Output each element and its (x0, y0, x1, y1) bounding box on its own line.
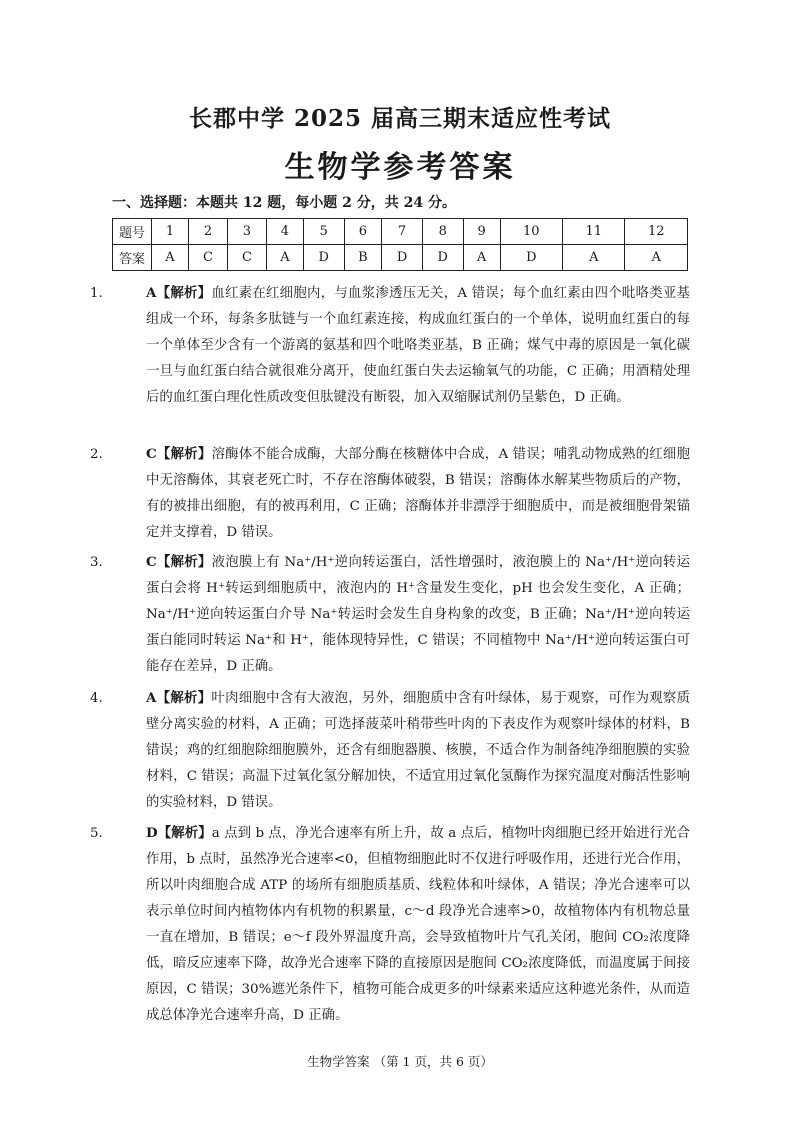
item-number: 2. (90, 447, 103, 462)
question-number: 11 (563, 219, 625, 245)
row-label-answer: 答案 (113, 245, 152, 271)
explanation-item (90, 685, 691, 816)
item-number: 5. (90, 826, 103, 841)
explanation-item (90, 820, 690, 1029)
explanation-item (90, 280, 690, 411)
answer-cell: B (344, 245, 382, 271)
question-number: 7 (382, 219, 423, 245)
page-footer: 生物学答案 （第 1 页，共 6 页） (307, 1054, 493, 1069)
question-number: 8 (422, 219, 463, 245)
question-number: 4 (266, 219, 303, 245)
question-number: 1 (152, 219, 189, 245)
answer-cell: D (382, 245, 423, 271)
answer-cell: C (188, 245, 227, 271)
question-number: 10 (500, 219, 562, 245)
answer-row (113, 245, 688, 271)
item-answer-label: A【解析】 (146, 690, 212, 706)
item-answer-label: D【解析】 (146, 825, 212, 841)
item-number: 3. (90, 555, 103, 570)
item-text: 血红素在红细胞内，与血浆渗透压无关，A 错误；每个血红素由四个吡咯类亚基组成一个环，每条多肽链与一个血红素连接，构成血红蛋白的一个单体，说明血红蛋白的每一个单体至少含有一个游离的氨基和四个吡咯类亚基，B 正确；煤气中毒的原因是一氧化碳一旦与血红蛋白结合就很难分离开，使血红蛋白失去运输氧气的功能，C 正确；用酒精处理后的血红蛋白理化性质改变但肽键没有断裂，加入双缩脲试剂仍呈紫色，D 正确。 (146, 286, 690, 405)
explanation-item (90, 549, 690, 680)
answer-cell: C (227, 245, 266, 271)
answer-cell: D (422, 245, 463, 271)
question-number: 9 (463, 219, 500, 245)
exam-title: 长郡中学 2025 届高三期末适应性考试 (188, 105, 612, 132)
section-heading: 一、选择题：本题共 12 题，每小题 2 分，共 24 分。 (112, 195, 456, 211)
question-number: 12 (625, 219, 688, 245)
answer-cell: A (152, 245, 189, 271)
item-answer-label: C【解析】 (146, 554, 212, 570)
question-number: 6 (344, 219, 382, 245)
question-number: 3 (227, 219, 266, 245)
item-number: 4. (90, 691, 103, 706)
answer-cell: A (563, 245, 625, 271)
answer-table (112, 218, 688, 271)
explanation-item (90, 441, 690, 546)
answer-cell: A (625, 245, 688, 271)
question-number-row (113, 219, 688, 245)
item-text: 液泡膜上有 Na⁺/H⁺逆向转运蛋白，活性增强时，液泡膜上的 Na⁺/H⁺逆向转运蛋白会将 H⁺转运到细胞质中，液泡内的 H⁺含量发生变化，pH 也会发生变化，A 正确；Na⁺/H⁺逆向转运蛋白介导 Na⁺转运时会发生自身构象的改变，B 正确；Na⁺/H⁺逆向转运蛋白能同时转运 Na⁺和 H⁺，能体现特异性，C 错误；不同植物中 Na⁺/H⁺逆向转运蛋白可能存在差异，D 正确。 (146, 555, 690, 674)
question-number: 5 (303, 219, 344, 245)
item-answer-label: C【解析】 (146, 446, 212, 462)
item-text: 叶肉细胞中含有大液泡，另外，细胞质中含有叶绿体，易于观察，可作为观察质壁分离实验的材料，A 正确；可选择菠菜叶稍带些叶肉的下表皮作为观察叶绿体的材料，B 错误；鸡的红细胞除细胞膜外，还含有细胞器膜、核膜，不适合作为制备纯净细胞膜的实验材料，C 错误；高温下过氧化氢分解加快，不适宜用过氧化氢酶作为探究温度对酶活性影响的实验材料，D 错误。 (146, 691, 691, 810)
item-text: a 点到 b 点，净光合速率有所上升，故 a 点后，植物叶肉细胞已经开始进行光合作用，b 点时，虽然净光合速率<0，但植物细胞此时不仅进行呼吸作用，还进行光合作用，所以叶肉细胞合成 ATP 的场所有细胞质基质、线粒体和叶绿体，A 错误；净光合速率可以表示单位时间内植物体内有机物的积累量，c～d 段净光合速率>0，故植物体内有机物总量一直在增加，B 错误；e～f 段外界温度升高，会导致植物叶片气孔关闭，胞间 CO₂浓度降低，暗反应速率下降，故净光合速率下降的直接原因是胞间 CO₂浓度降低，而温度属于间接原因，C 错误；30%遮光条件下，植物可能合成更多的叶绿素来适应这种遮光条件，从而造成总体净光合速率升高，D 正确。 (146, 826, 690, 1023)
answer-cell: A (463, 245, 500, 271)
item-answer-label: A【解析】 (146, 285, 212, 301)
answer-cell: D (303, 245, 344, 271)
question-number: 2 (188, 219, 227, 245)
answer-cell: D (500, 245, 562, 271)
answer-cell: A (266, 245, 303, 271)
answer-key-title: 生物学参考答案 (284, 150, 516, 185)
row-label-question: 题号 (113, 219, 152, 245)
item-text: 溶酶体不能合成酶，大部分酶在核糖体中合成，A 错误；哺乳动物成熟的红细胞中无溶酶体，其衰老死亡时，不存在溶酶体破裂，B 错误；溶酶体水解某些物质后的产物，有的被排出细胞，有的被再利用，C 正确；溶酶体并非漂浮于细胞质中，而是被细胞骨架锚定并支撑着，D 错误。 (146, 447, 690, 540)
item-number: 1. (90, 286, 103, 301)
